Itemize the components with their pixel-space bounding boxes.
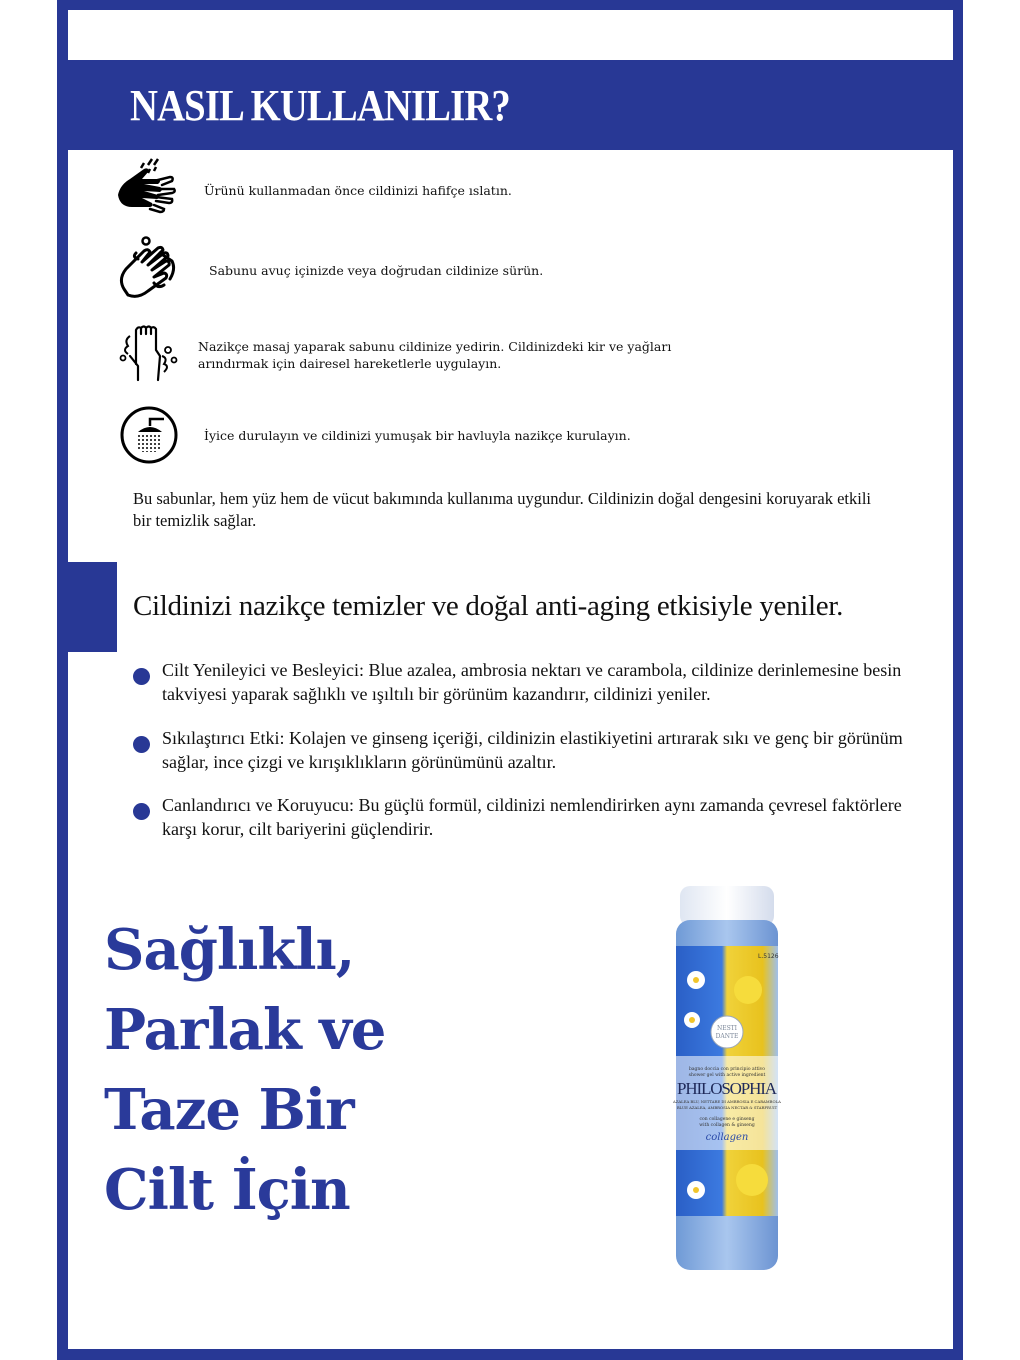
brand-line-2: DANTE (715, 1033, 739, 1040)
step-1 (114, 155, 512, 225)
benefit-item (133, 658, 932, 706)
desc-en: shower gel with active ingredient (688, 1073, 766, 1078)
step-2-text: Sabunu avuç içinizde veya doğrudan cildinize sürün. (209, 262, 544, 278)
with-it: con collagene e ginseng (699, 1117, 755, 1122)
product-bottle-image (666, 880, 788, 1280)
bullet-dot-icon (133, 736, 150, 753)
benefit-item (133, 793, 932, 841)
top-strip (68, 10, 953, 60)
usage-note: Bu sabunlar, hem yüz hem de vücut bakımında kullanıma uygundur. Cildinizin doğal dengesini koruyarak etkili bir temizlik sağlar. (133, 489, 872, 530)
ingredients-en: BLUE AZALEA, AMBROSIA NECTAR & STARFRUIT (676, 1105, 778, 1110)
hand-water-icon (114, 155, 184, 225)
bullet-dot-icon (133, 668, 150, 685)
product-name: PHILOSOPHIA (677, 1079, 777, 1098)
soap-hands-icon (114, 235, 184, 305)
step-1-text: Ürünü kullanmadan önce cildinizi hafifçe ıslatın. (204, 182, 512, 198)
hero-title-line: Cilt İçin (104, 1157, 350, 1223)
bullet-dot-icon (133, 803, 150, 820)
massage-hands-icon (114, 320, 184, 390)
step-4-text: İyice durulayın ve cildinizi yumuşak bir havluyla nazikçe kurulayın. (204, 427, 631, 443)
accent-block (57, 562, 117, 652)
page-title: NASIL KULLANILIR? (130, 81, 510, 130)
hero-title-line: Sağlıklı, (104, 917, 355, 983)
step-3 (114, 320, 718, 390)
shower-icon (114, 400, 184, 470)
step-4 (114, 400, 631, 470)
benefit-text: Canlandırıcı ve Koruyucu: Bu güçlü formül, cildinizi nemlendirirken aynı zamanda çevresel faktörlere karşı korur, cilt bariyerini güçlendirir. (162, 795, 902, 839)
with-en: with collagen & ginseng (699, 1123, 755, 1128)
desc-it: bagno doccia con principio attivo (688, 1067, 766, 1072)
variant-label: collagen (705, 1132, 749, 1143)
content-panel (68, 150, 953, 1349)
brand-line-1: NESTI (716, 1025, 738, 1032)
section-subheading: Cildinizi nazikçe temizler ve doğal anti-aging etkisiyle yeniler. (133, 590, 844, 622)
step-2 (114, 235, 543, 305)
hero-title-line: Taze Bir (104, 1077, 354, 1143)
benefit-text: Cilt Yenileyici ve Besleyici: Blue azalea, ambrosia nektarı ve carambola, cildinize derinlemesine besin takviyesi yaparak sağlıklı ve ışıltılı bir görünüm kazandırır, cildinizi yeniler. (162, 660, 902, 704)
header-band (68, 60, 953, 150)
benefit-text: Sıkılaştırıcı Etki: Kolajen ve ginseng içeriği, cildinizin elastikiyetini artırarak sıkı ve genç bir görünüm sağlar, ince çizgi ve kırışıklıkların görünümünü azaltır. (162, 728, 903, 772)
hero-title (104, 910, 385, 1230)
lot-number: L.5126 (758, 953, 779, 960)
hero-title-line: Parlak ve (104, 997, 386, 1063)
step-3-text: Nazikçe masaj yaparak sabunu cildinize yedirin. Cildinizdeki kir ve yağları arındırmak için dairesel hareketlerle uygulayın. (198, 339, 672, 371)
ingredients-it: AZALEA BLU, NETTARE DI AMBROSIA E CARAMBOLA (673, 1099, 781, 1104)
benefit-item (133, 726, 932, 774)
